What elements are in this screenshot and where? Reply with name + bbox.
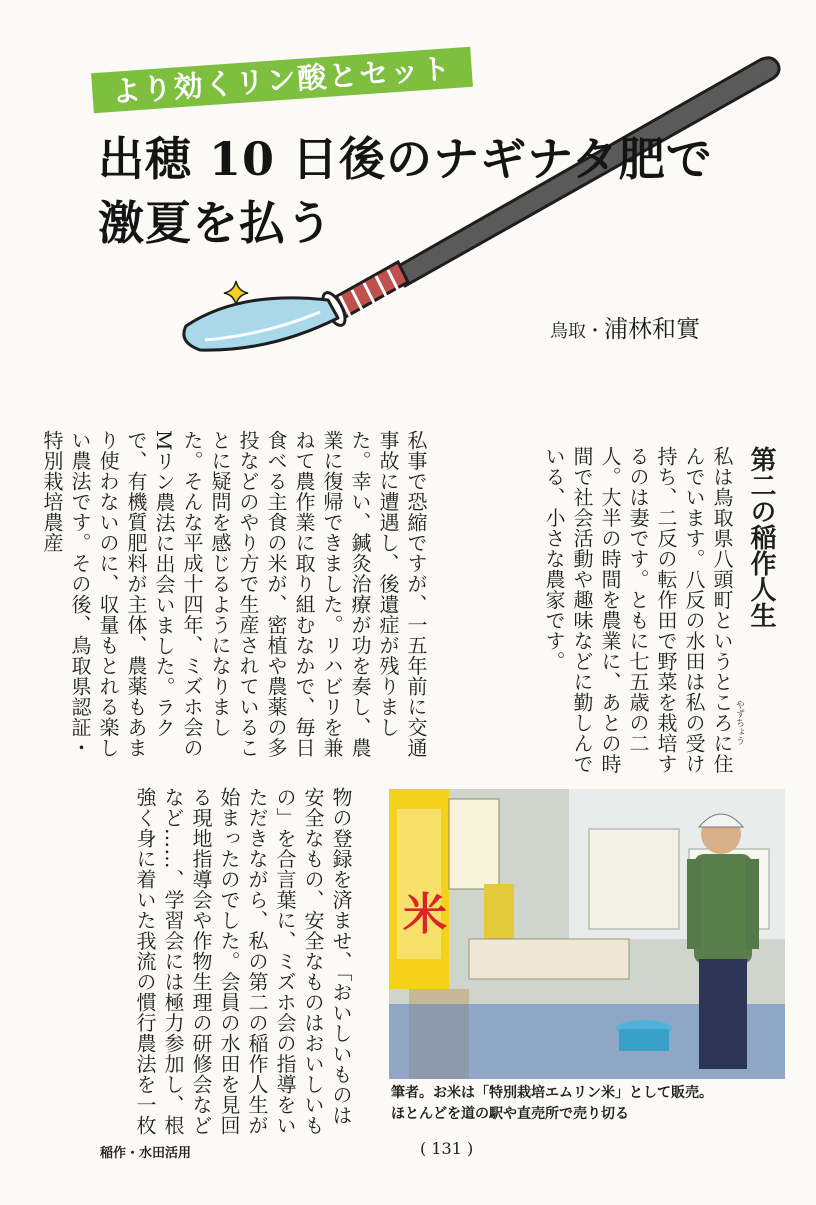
page-number: ( 131 ) (420, 1139, 474, 1158)
section-footer: 稲作・水田活用 (100, 1146, 192, 1161)
caption-line2: ほとんどを道の駅や直売所で売り切る (391, 1106, 629, 1122)
photo-caption (391, 1083, 791, 1125)
body-text-part2: 私事で恐縮ですが、一五年前に交通事故に遭遇し、後遺症が残りました。幸い、鍼灸治療が功を奏し、農業に復帰できました。リハビリを兼ねて農作業に取り組むなかで、毎日食べる主食の米が、密植や農薬の多投などのやり方で生産されていることに疑問を感じるようになりました。そんな平成十四年、ミズホ会のMリン農法に出会いました。ラクで、有機質肥料が主体、農薬もあまり使わないのに、収量もとれる楽しい農法です。その後、鳥取県認証・特別栽培農産 (40, 430, 428, 758)
article-kicker: より効くリン酸とセット (91, 47, 473, 113)
author-name: 浦林和實 (604, 315, 700, 343)
article-headline-line2: 激夏を払う (98, 196, 333, 250)
photo-scene (389, 789, 785, 1079)
body-text-part1: 私は鳥取県八頭町というところに住んでいます。八反の水田は私の受け持ち、二反の転作田で野菜を栽培するのは妻です。ともに七五歳の二人。大半の時間を農業に、あとの時間で社会活動や趣味などに勤しんでいる、小さな農家です。 (542, 446, 734, 774)
banner-text: 米 (403, 889, 447, 940)
section-subhead: 第二の稲作人生 (746, 446, 776, 628)
ruby-reading: やずちょう (734, 700, 744, 745)
author-photo (389, 789, 785, 1079)
author-byline (550, 309, 700, 344)
body-text-part3: 物の登録を済ませ、「おいしいものは安全なもの、安全なものはおいしいもの」を合言葉に、ミズホ会の指導をいただきながら、私の第二の稲作人生が始まったのでした。会員の水田を見回る現地指導会や作物生理の研修会などなど……、学習会には極力参加し、根強く身に着いた我流の慣行農法を一枚 (133, 787, 353, 1136)
sparkle-icon (223, 280, 249, 306)
author-prefecture: 鳥取・ (550, 321, 604, 342)
article-headline: 出穂 10 日後のナギナタ肥で (98, 132, 713, 186)
caption-line1: 筆者。お米は「特別栽培エムリン米」として販売。 (391, 1085, 713, 1101)
